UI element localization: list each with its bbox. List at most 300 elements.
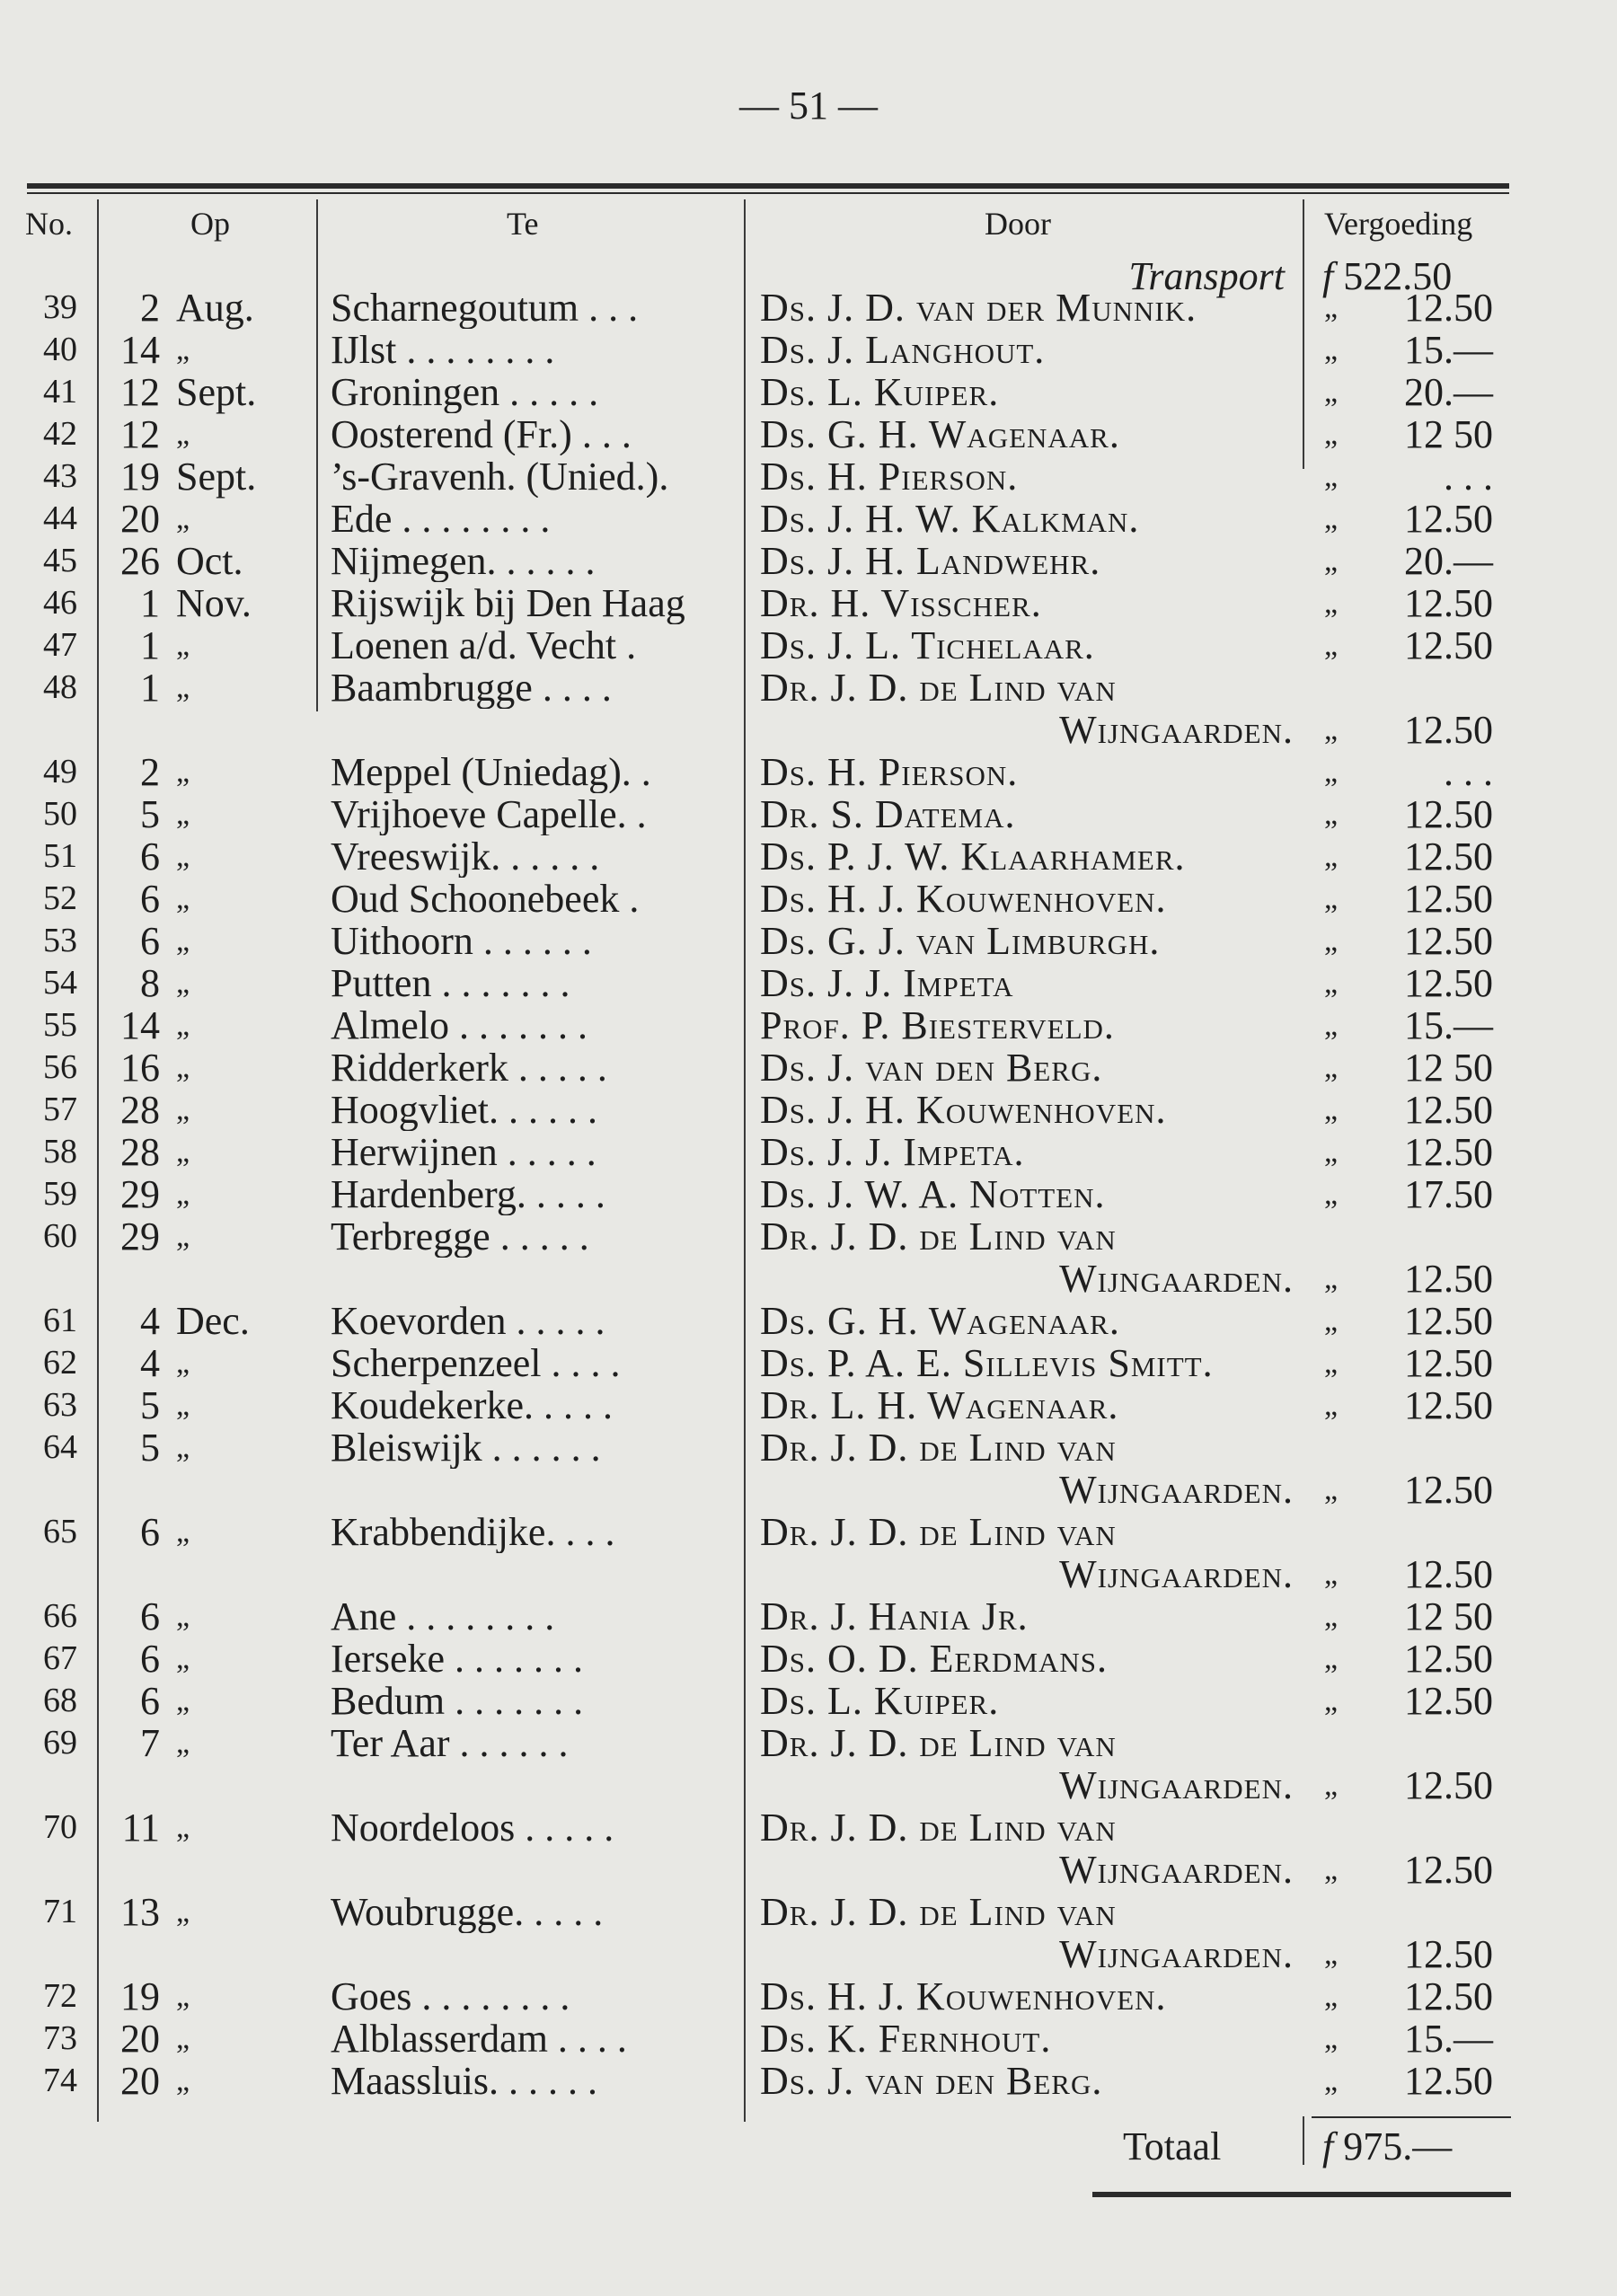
table-row-continuation — [0, 1764, 1617, 1806]
row-amount: 12.50 — [1404, 919, 1493, 963]
row-ditto-mark: „ — [1324, 1684, 1339, 1718]
sum-rule — [1312, 2116, 1511, 2118]
ledger-rows — [0, 287, 1617, 2102]
row-day: 14 — [120, 1003, 160, 1047]
row-amount: 12.50 — [1404, 1383, 1493, 1427]
row-ditto-mark: „ — [1324, 418, 1339, 451]
row-day: 5 — [140, 1383, 160, 1427]
row-place: Rijswijk bij Den Haag — [331, 582, 685, 624]
table-row — [0, 455, 1617, 498]
row-place: Koudekerke. . . . . — [331, 1384, 614, 1426]
row-month: „ — [176, 2022, 190, 2055]
row-place: Almelo . . . . . . . — [331, 1004, 588, 1046]
row-minister: Dr. J. D. de Lind van — [760, 1890, 1117, 1934]
row-month: „ — [176, 1726, 190, 1760]
row-place: Alblasserdam . . . . — [331, 2018, 627, 2060]
row-day: 5 — [140, 1426, 160, 1470]
row-amount: 12.50 — [1404, 1932, 1493, 1976]
row-day: 19 — [120, 1974, 160, 2018]
row-number: 57 — [43, 1091, 77, 1128]
table-row — [0, 793, 1617, 835]
row-minister: Ds. H. J. Kouwenhoven. — [760, 877, 1167, 921]
row-day: 6 — [140, 1679, 160, 1723]
row-minister: Ds. J. H. Kouwenhoven. — [760, 1088, 1167, 1132]
header-rule-thick — [27, 183, 1509, 189]
row-minister: Ds. J. Langhout. — [760, 328, 1046, 372]
row-place: Bedum . . . . . . . — [331, 1680, 584, 1722]
row-month: „ — [176, 1389, 190, 1422]
row-month: „ — [176, 671, 190, 704]
row-minister: Wijngaarden. — [1059, 1848, 1294, 1892]
row-number: 73 — [43, 2019, 77, 2057]
row-amount: 12.50 — [1404, 1130, 1493, 1174]
row-minister: Dr. J. Hania Jr. — [760, 1594, 1029, 1638]
row-number: 42 — [43, 415, 77, 453]
row-month: „ — [176, 2064, 190, 2097]
row-ditto-mark: „ — [1324, 2064, 1339, 2097]
row-place: Scharnegoutum . . . — [331, 287, 639, 329]
row-ditto-mark: „ — [1324, 2022, 1339, 2055]
row-day: 1 — [140, 581, 160, 625]
row-day: 19 — [120, 455, 160, 499]
table-row — [0, 1131, 1617, 1173]
row-month: „ — [176, 1642, 190, 1675]
row-month: „ — [176, 798, 190, 831]
row-month: Dec. — [176, 1299, 250, 1343]
row-ditto-mark: „ — [1324, 1980, 1339, 2013]
row-place: Groningen . . . . . — [331, 371, 599, 413]
row-day: 20 — [120, 2059, 160, 2103]
transport-currency: f — [1322, 254, 1334, 298]
row-place: IJlst . . . . . . . . — [331, 329, 555, 371]
row-ditto-mark: „ — [1324, 1769, 1339, 1802]
header-op: Op — [190, 206, 230, 242]
row-day: 28 — [120, 1130, 160, 1174]
table-row — [0, 540, 1617, 582]
row-month: „ — [176, 882, 190, 915]
row-place: Vreeswijk. . . . . . — [331, 835, 600, 878]
row-number: 44 — [43, 499, 77, 537]
table-row — [0, 287, 1617, 329]
row-ditto-mark: „ — [1324, 798, 1339, 831]
row-minister: Ds. G. H. Wagenaar. — [760, 412, 1120, 456]
total-label: Totaal — [1123, 2124, 1222, 2168]
row-day: 4 — [140, 1341, 160, 1385]
row-amount: 15.— — [1404, 328, 1493, 372]
row-ditto-mark: „ — [1324, 967, 1339, 1000]
total-value: 975.— — [1343, 2124, 1453, 2168]
table-row — [0, 1089, 1617, 1131]
row-day: 2 — [140, 750, 160, 794]
row-ditto-mark: „ — [1324, 1558, 1339, 1591]
header-vergoeding: Vergoeding — [1324, 206, 1473, 242]
table-row — [0, 1680, 1617, 1722]
table-row-continuation — [0, 1849, 1617, 1891]
row-minister: Dr. H. Visscher. — [760, 581, 1042, 625]
row-amount: 12.50 — [1404, 708, 1493, 752]
row-place: Ter Aar . . . . . . — [331, 1722, 569, 1764]
row-minister: Dr. L. H. Wagenaar. — [760, 1383, 1119, 1427]
row-ditto-mark: „ — [1324, 713, 1339, 746]
row-ditto-mark: „ — [1324, 1093, 1339, 1126]
row-number: 70 — [43, 1808, 77, 1846]
table-row — [0, 1638, 1617, 1680]
page-number: — 51 — — [739, 84, 878, 128]
row-amount: 12.50 — [1404, 1088, 1493, 1132]
table-row — [0, 2060, 1617, 2102]
table-row — [0, 1511, 1617, 1553]
row-day: 1 — [140, 666, 160, 710]
row-day: 6 — [140, 1510, 160, 1554]
row-minister: Ds. P. J. W. Klaarhamer. — [760, 835, 1186, 879]
row-month: „ — [176, 840, 190, 873]
row-month: „ — [176, 1220, 190, 1253]
row-day: 13 — [120, 1890, 160, 1934]
row-ditto-mark: „ — [1324, 1051, 1339, 1084]
table-row — [0, 1595, 1617, 1638]
row-amount: 12.50 — [1404, 1679, 1493, 1723]
row-number: 55 — [43, 1006, 77, 1044]
row-amount: 12.50 — [1404, 286, 1493, 330]
row-day: 20 — [120, 497, 160, 541]
row-amount: 15.— — [1404, 2017, 1493, 2061]
table-row-continuation — [0, 1469, 1617, 1511]
row-number: 43 — [43, 457, 77, 495]
row-number: 66 — [43, 1597, 77, 1635]
row-minister: Ds. J. H. Landwehr. — [760, 539, 1101, 583]
row-month: „ — [176, 1684, 190, 1718]
row-day: 6 — [140, 919, 160, 963]
row-number: 60 — [43, 1217, 77, 1255]
row-minister: Wijngaarden. — [1059, 708, 1294, 752]
row-day: 2 — [140, 286, 160, 330]
row-minister: Wijngaarden. — [1059, 1763, 1294, 1807]
row-ditto-mark: „ — [1324, 587, 1339, 620]
row-number: 51 — [43, 837, 77, 875]
row-month: „ — [176, 1347, 190, 1380]
header-te: Te — [507, 206, 539, 242]
row-month: Nov. — [176, 581, 252, 625]
row-month: „ — [176, 1051, 190, 1084]
row-ditto-mark: „ — [1324, 1009, 1339, 1042]
row-month: „ — [176, 1980, 190, 2013]
row-day: 7 — [140, 1721, 160, 1765]
row-number: 72 — [43, 1977, 77, 2015]
table-row-continuation — [0, 1553, 1617, 1595]
row-minister: Ds. O. D. Eerdmans. — [760, 1637, 1109, 1681]
row-place: Hoogvliet. . . . . . — [331, 1089, 597, 1131]
row-month: „ — [176, 1895, 190, 1929]
row-month: Aug. — [176, 286, 254, 330]
row-place: Ede . . . . . . . . — [331, 498, 551, 540]
row-place: Uithoorn . . . . . . — [331, 920, 592, 962]
row-day: 5 — [140, 792, 160, 836]
header-no: No. — [25, 206, 73, 242]
row-minister: Dr. J. D. de Lind van — [760, 1426, 1117, 1470]
row-place: Herwijnen . . . . . — [331, 1131, 596, 1173]
row-amount: . . . — [1444, 750, 1493, 794]
row-day: 12 — [120, 370, 160, 414]
row-amount: 17.50 — [1404, 1172, 1493, 1216]
row-month: „ — [176, 1600, 190, 1633]
table-row — [0, 920, 1617, 962]
row-ditto-mark: „ — [1324, 460, 1339, 493]
row-amount: 12.50 — [1404, 623, 1493, 667]
row-place: Maassluis. . . . . . — [331, 2060, 597, 2102]
row-amount: 20.— — [1404, 370, 1493, 414]
row-day: 6 — [140, 1594, 160, 1638]
header-door: Door — [985, 206, 1051, 242]
row-minister: Ds. J. J. Impeta. — [760, 1130, 1025, 1174]
row-month: „ — [176, 967, 190, 1000]
row-ditto-mark: „ — [1324, 1178, 1339, 1211]
row-amount: 12 50 — [1404, 412, 1493, 456]
row-ditto-mark: „ — [1324, 1389, 1339, 1422]
row-month: „ — [176, 1093, 190, 1126]
row-place: Ierseke . . . . . . . — [331, 1638, 584, 1680]
row-minister: Ds. L. Kuiper. — [760, 1679, 1000, 1723]
row-place: Meppel (Uniedag). . — [331, 751, 651, 793]
row-minister: Wijngaarden. — [1059, 1932, 1294, 1976]
row-number: 45 — [43, 542, 77, 579]
row-amount: 12.50 — [1404, 2059, 1493, 2103]
row-ditto-mark: „ — [1324, 333, 1339, 366]
row-minister: Ds. J. J. Impeta — [760, 961, 1014, 1005]
row-amount: 12.50 — [1404, 1637, 1493, 1681]
row-number: 56 — [43, 1048, 77, 1086]
row-month: „ — [176, 1515, 190, 1549]
row-minister: Ds. H. Pierson. — [760, 455, 1019, 499]
row-place: Baambrugge . . . . — [331, 667, 612, 709]
table-row — [0, 1891, 1617, 1933]
row-minister: Prof. P. Biesterveld. — [760, 1003, 1115, 1047]
row-month: „ — [176, 418, 190, 451]
transport-value: 522.50 — [1343, 254, 1453, 298]
row-amount: 12.50 — [1404, 1974, 1493, 2018]
row-amount: 12.50 — [1404, 1552, 1493, 1596]
row-day: 11 — [121, 1806, 160, 1850]
row-day: 6 — [140, 835, 160, 879]
row-number: 46 — [43, 584, 77, 622]
column-divider-total — [1303, 2116, 1304, 2165]
row-number: 61 — [43, 1302, 77, 1339]
row-amount: 12.50 — [1404, 792, 1493, 836]
row-ditto-mark: „ — [1324, 840, 1339, 873]
row-minister: Dr. J. D. de Lind van — [760, 1510, 1117, 1554]
row-ditto-mark: „ — [1324, 291, 1339, 324]
row-amount: 12.50 — [1404, 961, 1493, 1005]
row-month: „ — [176, 924, 190, 958]
row-place: Ane . . . . . . . . — [331, 1595, 555, 1638]
row-place: Loenen a/d. Vecht . — [331, 624, 637, 667]
row-place: Oud Schoonebeek . — [331, 878, 640, 920]
table-row — [0, 835, 1617, 878]
row-day: 29 — [120, 1172, 160, 1216]
row-number: 63 — [43, 1386, 77, 1424]
row-place: Scherpenzeel . . . . — [331, 1342, 621, 1384]
row-minister: Wijngaarden. — [1059, 1468, 1294, 1512]
row-number: 40 — [43, 331, 77, 368]
row-amount: 20.— — [1404, 539, 1493, 583]
table-row — [0, 371, 1617, 413]
row-minister: Dr. J. D. de Lind van — [760, 1214, 1117, 1258]
table-row — [0, 751, 1617, 793]
row-ditto-mark: „ — [1324, 1853, 1339, 1886]
row-number: 48 — [43, 668, 77, 706]
table-row — [0, 1215, 1617, 1258]
row-minister: Ds. G. J. van Limburgh. — [760, 919, 1161, 963]
row-number: 49 — [43, 753, 77, 790]
row-ditto-mark: „ — [1324, 1135, 1339, 1169]
row-day: 4 — [140, 1299, 160, 1343]
row-minister: Ds. G. H. Wagenaar. — [760, 1299, 1120, 1343]
row-day: 16 — [120, 1046, 160, 1090]
row-number: 64 — [43, 1428, 77, 1466]
row-place: Koevorden . . . . . — [331, 1300, 605, 1342]
table-row — [0, 413, 1617, 455]
row-day: 26 — [120, 539, 160, 583]
row-number: 74 — [43, 2062, 77, 2099]
row-minister: Ds. J. L. Tichelaar. — [760, 623, 1095, 667]
row-number: 41 — [43, 373, 77, 411]
row-minister: Ds. P. A. E. Sillevis Smitt. — [760, 1341, 1214, 1385]
row-ditto-mark: „ — [1324, 375, 1339, 409]
row-month: „ — [176, 755, 190, 789]
row-minister: Ds. J. van den Berg. — [760, 2059, 1103, 2103]
row-ditto-mark: „ — [1324, 882, 1339, 915]
row-amount: 12.50 — [1404, 1341, 1493, 1385]
row-ditto-mark: „ — [1324, 629, 1339, 662]
row-amount: 12.50 — [1404, 835, 1493, 879]
row-number: 39 — [43, 288, 77, 326]
row-place: Oosterend (Fr.) . . . — [331, 413, 632, 455]
row-amount: 12.50 — [1404, 877, 1493, 921]
row-day: 8 — [140, 961, 160, 1005]
transport-label: Transport — [1128, 254, 1285, 298]
row-month: Sept. — [176, 455, 257, 499]
table-row — [0, 1004, 1617, 1046]
row-amount: 12 50 — [1404, 1046, 1493, 1090]
row-number: 68 — [43, 1682, 77, 1719]
table-row — [0, 878, 1617, 920]
row-month: Oct. — [176, 539, 243, 583]
row-month: „ — [176, 502, 190, 535]
row-ditto-mark: „ — [1324, 1304, 1339, 1338]
row-ditto-mark: „ — [1324, 1938, 1339, 1971]
row-place: Woubrugge. . . . . — [331, 1891, 604, 1933]
table-row — [0, 1342, 1617, 1384]
table-row — [0, 1300, 1617, 1342]
row-number: 59 — [43, 1175, 77, 1213]
row-day: 29 — [120, 1214, 160, 1258]
table-row — [0, 1173, 1617, 1215]
row-number: 50 — [43, 795, 77, 833]
row-minister: Dr. J. D. de Lind van — [760, 1806, 1117, 1850]
total-amount — [1322, 2124, 1502, 2169]
row-minister: Dr. J. D. de Lind van — [760, 1721, 1117, 1765]
row-day: 20 — [120, 2017, 160, 2061]
row-month: „ — [176, 1178, 190, 1211]
row-place: Ridderkerk . . . . . — [331, 1046, 607, 1089]
row-minister: Ds. H. J. Kouwenhoven. — [760, 1974, 1167, 2018]
row-place: Noordeloos . . . . . — [331, 1806, 614, 1849]
table-row — [0, 1046, 1617, 1089]
row-number: 52 — [43, 879, 77, 917]
row-amount: 12 50 — [1404, 1594, 1493, 1638]
row-number: 47 — [43, 626, 77, 664]
row-minister: Ds. K. Fernhout. — [760, 2017, 1052, 2061]
row-place: Vrijhoeve Capelle. . — [331, 793, 647, 835]
table-row — [0, 2018, 1617, 2060]
table-row — [0, 624, 1617, 667]
table-row — [0, 1722, 1617, 1764]
row-number: 53 — [43, 922, 77, 959]
row-ditto-mark: „ — [1324, 1642, 1339, 1675]
row-number: 67 — [43, 1639, 77, 1677]
row-ditto-mark: „ — [1324, 1347, 1339, 1380]
table-row — [0, 498, 1617, 540]
row-minister: Ds. J. D. van der Munnik. — [760, 286, 1197, 330]
row-month: „ — [176, 333, 190, 366]
row-number: 58 — [43, 1133, 77, 1170]
row-minister: Ds. J. H. W. Kalkman. — [760, 497, 1140, 541]
table-row — [0, 962, 1617, 1004]
row-amount: . . . — [1444, 455, 1493, 499]
table-row — [0, 667, 1617, 709]
row-amount: 12.50 — [1404, 581, 1493, 625]
row-month: „ — [176, 1431, 190, 1464]
table-row-continuation — [0, 709, 1617, 751]
row-number: 71 — [43, 1893, 77, 1930]
row-day: 28 — [120, 1088, 160, 1132]
row-day: 6 — [140, 877, 160, 921]
table-row — [0, 1806, 1617, 1849]
row-number: 65 — [43, 1513, 77, 1550]
table-row — [0, 1384, 1617, 1426]
row-ditto-mark: „ — [1324, 1600, 1339, 1633]
row-ditto-mark: „ — [1324, 544, 1339, 578]
row-place: Krabbendijke. . . . — [331, 1511, 615, 1553]
row-ditto-mark: „ — [1324, 924, 1339, 958]
row-day: 14 — [120, 328, 160, 372]
footer-rule — [1092, 2192, 1511, 2197]
row-number: 69 — [43, 1724, 77, 1762]
table-row — [0, 1975, 1617, 2018]
row-day: 6 — [140, 1637, 160, 1681]
row-day: 1 — [140, 623, 160, 667]
row-place: Hardenberg. . . . . — [331, 1173, 605, 1215]
row-place: Putten . . . . . . . — [331, 962, 570, 1004]
row-month: Sept. — [176, 370, 257, 414]
row-minister: Wijngaarden. — [1059, 1257, 1294, 1301]
row-amount: 12.50 — [1404, 497, 1493, 541]
row-place: Goes . . . . . . . . — [331, 1975, 570, 2018]
row-place: Terbregge . . . . . — [331, 1215, 589, 1258]
table-row — [0, 329, 1617, 371]
row-minister: Dr. S. Datema. — [760, 792, 1016, 836]
row-ditto-mark: „ — [1324, 1473, 1339, 1506]
row-month: „ — [176, 1135, 190, 1169]
row-amount: 12.50 — [1404, 1299, 1493, 1343]
table-row-continuation — [0, 1258, 1617, 1300]
row-place: Nijmegen. . . . . . — [331, 540, 596, 582]
row-minister: Wijngaarden. — [1059, 1552, 1294, 1596]
row-number: 62 — [43, 1344, 77, 1382]
row-amount: 12.50 — [1404, 1257, 1493, 1301]
row-minister: Ds. J. W. A. Notten. — [760, 1172, 1106, 1216]
row-ditto-mark: „ — [1324, 1262, 1339, 1295]
row-place: ’s-Gravenh. (Unied.). — [331, 455, 669, 498]
